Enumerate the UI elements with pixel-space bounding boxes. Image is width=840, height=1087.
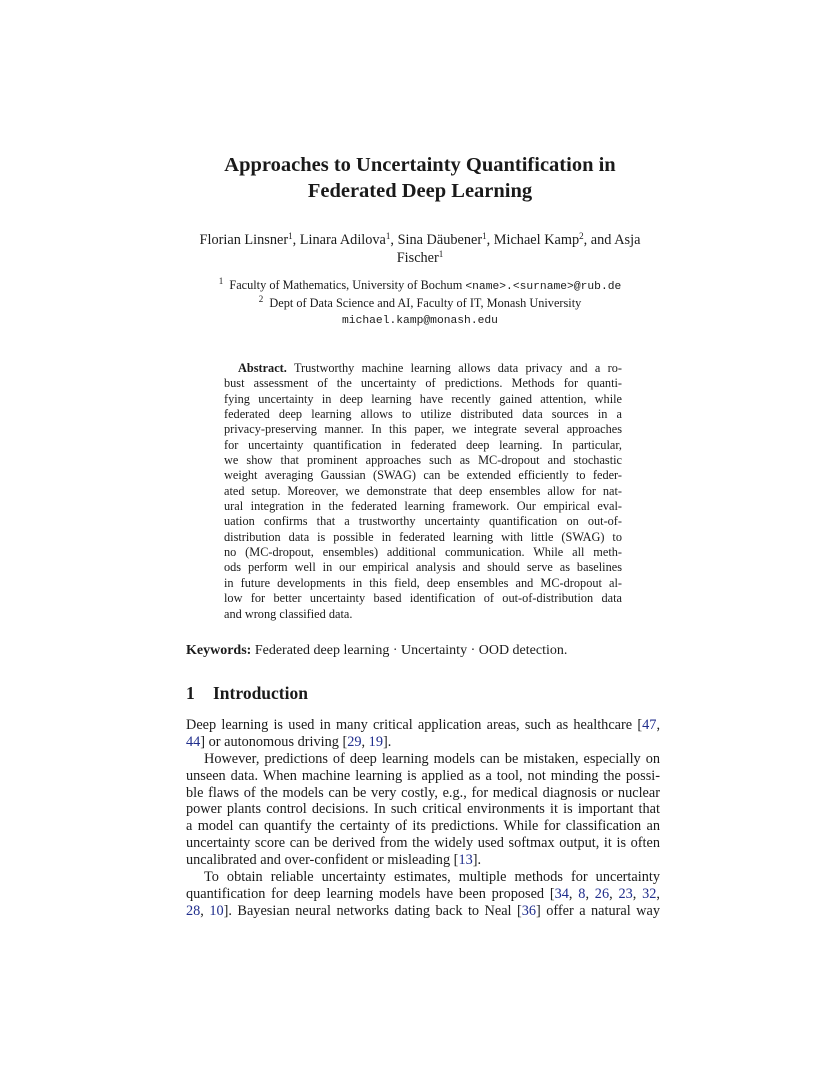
body-text-run: ] offer a natural way <box>536 902 661 919</box>
affiliation-mark: 1 <box>438 249 444 259</box>
abstract-line: weight averaging Gaussian (SWAG) can be extended efficiently to feder- <box>224 468 622 483</box>
citation-link[interactable]: 13 <box>458 852 473 869</box>
separator: , <box>292 232 297 248</box>
affiliation-2 <box>160 295 680 311</box>
author-name: Michael Kamp <box>493 232 580 248</box>
abstract-line: in future developments in this field, deep ensembles and MC-dropout al- <box>224 575 622 590</box>
affiliation-2-email <box>160 311 680 329</box>
email-address: michael.kamp@monash.edu <box>342 315 498 327</box>
citation-link[interactable]: 36 <box>521 902 537 919</box>
citation-link[interactable]: 28 <box>186 902 201 919</box>
email-address: <name>.<surname>@rub.de <box>465 281 622 293</box>
abstract-line: ated setup. Moreover, we demonstrate that deep ensembles allow for nat- <box>224 483 622 498</box>
abstract-line: we show that prominent approaches such as MC-dropout and stochastic <box>224 453 622 468</box>
abstract-line <box>224 361 622 376</box>
citation-link[interactable]: 26 <box>594 885 610 902</box>
body-text-run: quantification for deep learning models have been proposed <box>186 885 545 902</box>
body-line: To obtain reliable uncertainty estimates, multiple methods for uncertainty <box>204 869 660 886</box>
abstract-label: Abstract. <box>238 361 287 375</box>
author-name: Fischer <box>396 250 439 266</box>
abstract-line: privacy-preserving manner. In this paper, we integrate several approaches <box>224 422 622 437</box>
separator: , <box>583 232 588 248</box>
affiliation-mark: 1 <box>482 231 487 241</box>
affiliation-1 <box>160 277 680 295</box>
section-heading <box>186 682 308 704</box>
citation-link[interactable]: 10 <box>209 902 224 919</box>
abstract-line: and wrong classified data. <box>224 606 353 621</box>
body-line: 28, 10]. Bayesian neural networks dating back to Neal [36] offer a natural way <box>186 902 661 919</box>
affiliation-text: Dept of Data Science and AI, Faculty of IT, Monash University <box>269 296 582 310</box>
separator: , <box>486 232 491 248</box>
body-text-run: ] or autonomous driving [ <box>200 733 348 750</box>
author-name: Linara Adilova <box>299 232 386 248</box>
affiliation-mark: 2 <box>258 294 264 304</box>
affiliation-mark: 1 <box>288 231 293 241</box>
abstract-line: uation confirms that a trustworthy uncertainty quantification on out-of- <box>224 514 622 529</box>
affiliation-text: Faculty of Mathematics, University of Bochum <box>229 278 463 292</box>
body-line: quantification for deep learning models have been proposed [34, 8, 26, 23, 32, <box>186 885 660 902</box>
affiliation-mark: 1 <box>385 231 391 241</box>
body-line: ble flaws of the models can be very costly, e.g., for medical diagnosis or nuclear <box>186 784 660 801</box>
section-title: Introduction <box>213 683 308 703</box>
abstract-line: for uncertainty quantification in federated deep learning. In particular, <box>224 437 622 452</box>
citation-link[interactable]: 19 <box>368 733 383 750</box>
paper-title <box>160 152 680 204</box>
title-line: Federated Deep Learning <box>307 180 533 202</box>
abstract-line: ods perform well in our empirical analysis and should serve as baselines <box>224 560 622 575</box>
body-line: power plants control decisions. In such critical environments it is important that <box>186 801 660 818</box>
citation-link[interactable]: 8 <box>578 885 586 902</box>
author-name: and Asja <box>590 232 641 248</box>
author-list <box>180 231 660 267</box>
abstract-line: ural integration in the federated learning framework. Our empirical eval- <box>224 499 622 514</box>
section-number: 1 <box>186 683 195 703</box>
affiliation-mark: 1 <box>218 276 224 286</box>
author-name: Florian Linsner <box>199 232 289 248</box>
citation-link[interactable]: 29 <box>347 733 362 750</box>
body-text-run: uncalibrated and over-confident or misleading <box>186 852 451 869</box>
citation-link[interactable]: 23 <box>618 885 633 902</box>
body-line: 44] or autonomous driving [29, 19]. <box>186 733 392 750</box>
body-line: uncalibrated and over-confident or misleading [13]. <box>186 852 482 869</box>
abstract-line: low for better uncertainty based identification of out-of-distribution data <box>224 591 622 606</box>
citation-link[interactable]: 34 <box>554 885 569 902</box>
abstract-line: federated deep learning allows to utilize distributed data sources in a <box>224 407 622 422</box>
author-line <box>180 231 660 249</box>
separator: , <box>390 232 394 248</box>
affiliation-mark: 2 <box>579 231 584 241</box>
citation-link[interactable]: 32 <box>642 885 657 902</box>
body-line: a model can quantify the certainty of its predictions. While for classification an <box>186 818 660 835</box>
body-text-run: ]. Bayesian neural networks dating back to Neal [ <box>223 902 522 919</box>
body-line: Deep learning is used in many critical application areas, such as healthcare [47, <box>186 717 661 733</box>
affiliations <box>160 277 680 329</box>
keywords-text: Federated deep learning · Uncertainty · OOD detection. <box>254 643 568 658</box>
title-line: Approaches to Uncertainty Quantification in <box>224 154 616 176</box>
body-line: unseen data. When machine learning is applied as a tool, not minding the possi- <box>186 767 660 784</box>
author-line <box>180 249 660 267</box>
citation-link[interactable]: 44 <box>186 733 201 750</box>
body-text <box>186 717 660 920</box>
abstract-line: distribution data is possible in federated learning with little (SWAG) to <box>224 529 622 544</box>
abstract-line: bust assessment of the uncertainty of predictions. Methods for quanti- <box>224 376 622 391</box>
body-line: uncertainty score can be derived from the widely used softmax output, it is often <box>186 835 660 852</box>
keywords-label: Keywords: <box>186 643 252 658</box>
abstract-line: fying uncertainty in deep learning have recently gained attention, while <box>224 391 622 406</box>
citation-link[interactable]: 47 <box>642 717 657 733</box>
abstract-line: no (MC-dropout, ensembles) additional communication. While all meth- <box>224 545 622 560</box>
abstract-text: Trustworthy machine learning allows data privacy and a ro- <box>293 361 622 375</box>
body-text-run: Deep learning is used in many critical application areas, such as healthcare <box>186 717 633 733</box>
abstract <box>224 361 622 622</box>
author-name: Sina Däubener <box>397 232 483 248</box>
keywords <box>186 642 660 660</box>
body-line: However, predictions of deep learning models can be mistaken, especially on <box>204 750 660 767</box>
